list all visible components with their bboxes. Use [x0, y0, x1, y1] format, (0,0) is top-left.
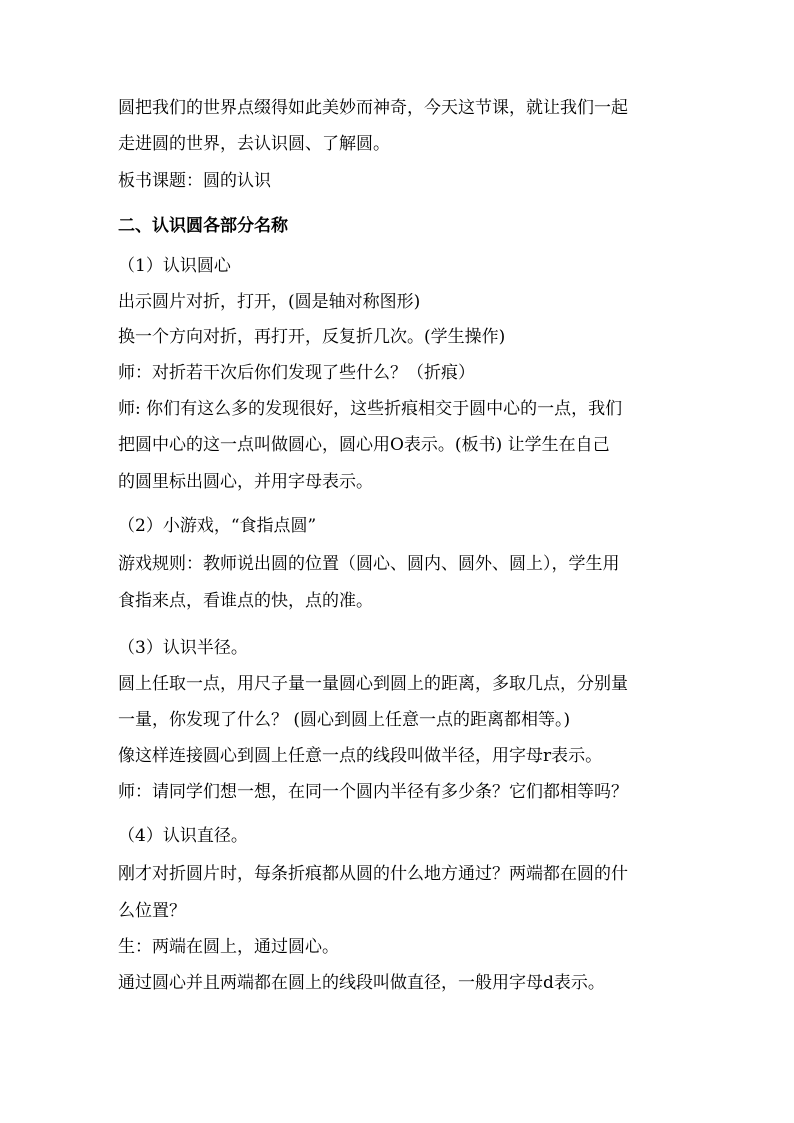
paragraph-line-10: 把圆中心的这一点叫做圆心，圆心用O表示。(板书) 让学生在自己 [118, 435, 610, 455]
subsection-heading-1: （1）认识圆心 [118, 256, 231, 276]
paragraph-line-14: 食指来点，看谁点的快，点的准。 [118, 591, 373, 611]
paragraph-line-3: 板书课题：圆的认识 [118, 171, 271, 191]
section-heading: 二、认识圆各部分名称 [118, 216, 288, 236]
paragraph-line-21: 刚才对折圆片时，每条折痕都从圆的什么地方通过？两端都在圆的什 [118, 864, 628, 884]
paragraph-line-16: 圆上任取一点，用尺子量一量圆心到圆上的距离，多取几点，分别量 [118, 674, 628, 694]
subsection-heading-3: （3）认识半径。 [118, 638, 248, 658]
paragraph-line-13: 游戏规则：教师说出圆的位置（圆心、圆内、圆外、圆上），学生用 [118, 554, 620, 574]
paragraph-line-22: 么位置？ [118, 901, 186, 921]
paragraph-line-7: 换一个方向对折，再打开，反复折几次。(学生操作) [118, 327, 506, 347]
paragraph-line-17: 一量，你发现了什么？ (圆心到圆上任意一点的距离都相等。) [118, 710, 571, 730]
paragraph-line-11: 的圆里标出圆心，并用字母表示。 [118, 472, 373, 492]
paragraph-line-9: 师: 你们有这么多的发现很好，这些折痕相交于圆中心的一点，我们 [118, 399, 623, 419]
paragraph-line-18: 像这样连接圆心到圆上任意一点的线段叫做半径，用字母r表示。 [118, 746, 603, 766]
subsection-heading-2: （2）小游戏，“食指点圆” [118, 516, 317, 536]
paragraph-line-8: 师：对折若干次后你们发现了些什么？（折痕） [118, 363, 475, 383]
paragraph-line-24: 通过圆心并且两端都在圆上的线段叫做直径，一般用字母d表示。 [118, 973, 605, 993]
paragraph-line-23: 生：两端在圆上，通过圆心。 [118, 937, 339, 957]
subsection-heading-4: （4）认识直径。 [118, 826, 248, 846]
paragraph-line-2: 走进圆的世界，去认识圆、了解圆。 [118, 134, 390, 154]
paragraph-line-1: 圆把我们的世界点缀得如此美妙而神奇，今天这节课，就让我们一起 [118, 98, 628, 118]
paragraph-line-19: 师：请同学们想一想，在同一个圆内半径有多少条？它们都相等吗？ [118, 782, 628, 802]
paragraph-line-6: 出示圆片对折，打开，(圆是轴对称图形) [118, 292, 421, 312]
